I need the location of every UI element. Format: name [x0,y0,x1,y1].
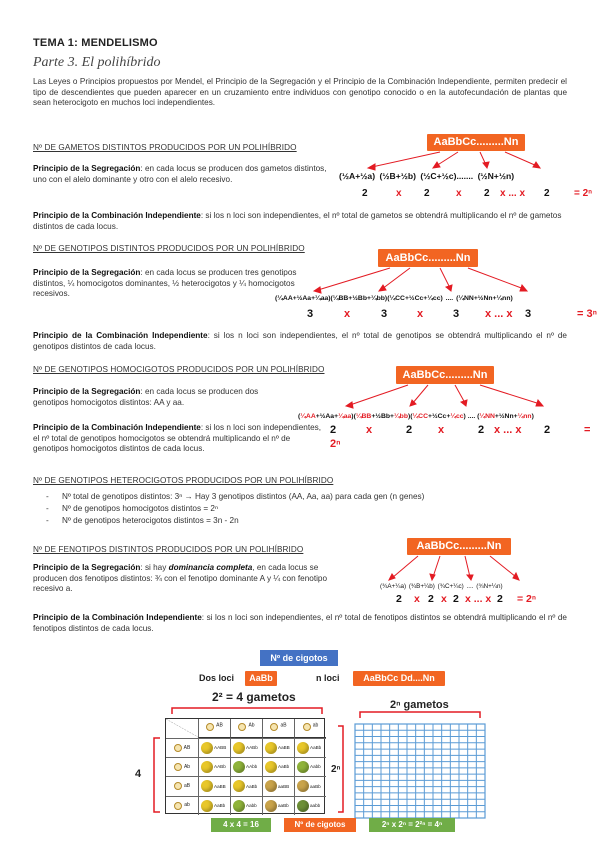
term: (¼AA+½Aa+¼aa) [275,295,331,302]
genotype-box-2: AaBbCc.........Nn [378,249,478,267]
gamete-label: aB [183,783,191,790]
factor: 2 [424,188,430,199]
s3-ind-label: Principio de la Combinación Independiente [33,423,201,432]
genotype-label: aabb [310,802,321,808]
factor: 2 [330,424,337,436]
sixteen-zygotes-box: 4 x 4 = 16 [211,818,271,832]
term-part: ¼CC [412,413,429,420]
term: (¼BB+½Bb+¼bb) [330,295,388,302]
term-part: ¼cc [450,413,464,420]
factor: 3 [525,308,532,320]
s5-ind-text: : si los n loci son independientes, el nº total de fenotipos distintos se obtendrá multiplicando el nº de fenotipos distintos de cada locus. [33,613,567,633]
section-gametes-heading: Nº DE GAMETOS DISTINTOS PRODUCIDOS POR UN POLIHÍBRIDO [33,143,297,152]
page-title: TEMA 1: MENDELISMO [33,37,158,49]
term: (¼NN+½Nn+¼nn) [456,295,513,302]
term-part: ) [351,413,354,420]
term-part: ¼NN [479,413,495,420]
times: x [441,593,447,605]
four-rows-label: 4 [135,768,142,780]
genotype-box-3: AaBbCc.........Nn [396,366,494,384]
n-loci-genotype: AaBbCc Dd....Nn [353,671,445,686]
gamete-label: Ab [183,764,191,771]
zygotes-title-box: Nº de cigotos [260,650,338,666]
s5-seg-label: Principio de la Segregación [33,563,141,572]
s1-seg-text: : en cada locus se producen dos gametos distintos, uno con el alelo dominante y otro con el alelo recesivo. [33,164,327,184]
s2-ind-label: Principio de la Combinación Independiente [33,331,208,340]
term: (¾N+¼n) [476,583,503,590]
s5-seg-text-a: : si hay [140,563,169,572]
factor: 2 [362,188,368,199]
times: x ... x [494,424,522,436]
s3-result: = 2ⁿ [330,424,591,451]
n-zygotes-box: Nº de cigotos [284,818,356,832]
four-power-n-box: 2ⁿ x 2ⁿ = 2²ⁿ = 4ⁿ [369,818,455,832]
times: x ... x [500,188,526,199]
term-part: +½Nn+ [494,413,518,420]
genotype-label: AaBB [278,745,290,751]
genotype-label: aaBB [278,783,290,789]
factor: 2 [478,424,485,436]
times: x [438,424,445,436]
genotype-label: AABb [214,764,226,770]
factor: 3 [307,308,314,320]
two-loci-label: Dos loci [199,673,235,683]
two-loci-genotype: AaBb [245,671,277,686]
factor: 2 [544,188,550,199]
factor: 2 [484,188,490,199]
s3-seg-label: Principio de la Segregación [33,387,141,396]
s2-seg-label: Principio de la Segregación [33,268,141,277]
term: (¼CC+½Cc+¼cc) .... [387,295,454,302]
times: x [344,308,351,320]
times: x [456,188,462,199]
factor: 2 [396,593,402,605]
factor: 2 [428,593,434,605]
s2-ind-text: : si los n loci son independientes, el nº total de genotipos se obtendrá multiplicando el nº de genotipos distintos de cada locus. [33,331,567,351]
genotype-label: AaBb [246,783,258,789]
term-part: ¼nn [517,413,532,420]
term: (½C+½c)....... [420,171,474,181]
term: (¾A+¼a) [380,583,407,590]
times: x [396,188,402,199]
page-subtitle: Parte 3. El polihíbrido [33,55,161,70]
s3-seg-text: : en cada locus se producen dos genotipos homocigotos distintos: AA y aa. [33,387,259,407]
section-heterozygotes-heading: Nº DE GENOTIPOS HETEROCIGOTOS PRODUCIDOS POR UN POLIHÍBRIDO [33,476,334,485]
times: x ... x [465,593,492,605]
genotype-label: Aabb [246,802,257,808]
term-part: ( [410,413,413,420]
term-part: +½Aa+ [315,413,339,420]
term-part: +½Bb+ [371,413,394,420]
genotype-label: aaBb [278,802,289,808]
factor: 3 [381,308,388,320]
term-part: +½Cc+ [428,413,451,420]
genotype-box-1: AaBbCc.........Nn [427,134,525,151]
list-item: - Nº de genotipos homocigotos distintos = 2ⁿ [42,503,562,515]
n-rows-label: 2ⁿ [331,764,341,775]
term-part: ¼BB [355,413,372,420]
genotype-label: AaBb [310,745,322,751]
n-loci-label: n loci [316,673,340,683]
list-item: - Nº total de genotipos distintos: 3ⁿ → Hay 3 genotipos distintos (AA, Aa, aa) para cada gen (n genes) [42,491,562,503]
term: (¾B+¼b) [408,583,435,590]
genotype-label: AaBb [278,764,290,770]
times: x [414,593,420,605]
four-gametes-label: 2² = 4 gametos [212,690,296,704]
term-part: ) [531,413,534,420]
gamete-label: ab [184,802,190,809]
gamete-label: aB [280,722,287,729]
section-homozygotes-heading: Nº DE GENOTIPOS HOMOCIGOTOS PRODUCIDOS POR UN POLIHÍBRIDO [33,365,325,374]
s1-result: = 2ⁿ [574,188,593,199]
genotype-label: AABB [214,745,227,751]
s5-result: = 2ⁿ [517,593,537,605]
term-part: ¼aa [338,413,352,420]
s5-seg-emphasis: dominancia completa [168,563,253,572]
s2-seg-text: : en cada locus se producen tres genotipos distintos, ¼ homocigotos dominantes, ½ heterocigotos y ¼ homocigotos recesivos. [33,268,297,299]
intro-paragraph: Las Leyes o Principios propuestos por Mendel, el Principio de la Segregación y el Principio de la Combinación Independiente, permiten predecir el tipo de descendientes que pueden aparecer en un cruzamiento entre individuos con genotipo conocido o en la autofecundación de plantas que sean heterocigoto en muchos loci independientes. [33,77,567,108]
times: x ... x [485,308,513,320]
genotype-label: Aabb [310,764,321,770]
genotype-label: AAbb [246,764,258,770]
gamete-label: AB [216,722,223,729]
factor: 2 [453,593,459,605]
genotype-label: AABb [246,745,258,751]
term-part: ¼bb [394,413,408,420]
term-part: ¼AA [300,413,316,420]
term: (½B+½b) [379,171,416,181]
gamete-label: ab [312,722,319,729]
genotype-box-4: AaBbCc.........Nn [407,538,511,555]
s1-ind-label: Principio de la Combinación Independiente [33,211,201,220]
term-part: ) [407,413,411,420]
term-part: ( [298,413,301,420]
s1-seg-label: Principio de la Segregación [33,164,141,173]
genotype-label: AaBb [214,802,226,808]
s2-result: = 3ⁿ [577,308,597,320]
factor: 3 [453,308,460,320]
genotype-label: AaBB [214,783,226,789]
factor: 2 [544,424,551,436]
genotype-label: aaBb [310,783,321,789]
term: (¾C+¼c) .... [437,583,474,590]
gamete-label: AB [183,744,191,751]
s5-seg-text-b: , en cada locus se producen dos fenotipos distintos: ¾ con el fenotipo dominante A y ¼ con fenotipo recesivo a. [33,563,328,594]
gamete-label: Ab [248,722,255,729]
factor: 2 [497,593,503,605]
term: (½A+½a) [339,171,376,181]
s5-ind-label: Principio de la Combinación Independiente [33,613,202,622]
s1-ind-text: : si los n loci son independientes, el nº total de gametos se obtendrá multiplicando el nº de gametos distintos de cada locus. [33,211,562,231]
n-gametes-label: 2ⁿ gametos [390,699,449,711]
term-part: ) .... [463,413,476,420]
section-phenotypes-heading: Nº DE FENOTIPOS DISTINTOS PRODUCIDOS POR UN POLIHÍBRIDO [33,545,304,554]
term-part: ( [353,413,356,420]
s3-ind-text: : si los n loci son independientes, el nº total de genotipos homocigotos se obtendrá multiplicando el nº de genotipos homocigotos distintos de cada locus. [33,423,322,454]
factor: 2 [406,424,413,436]
times: x [366,424,373,436]
list-item: - Nº de genotipos heterocigotos distintos = 3n - 2n [42,515,562,527]
term: (½N+½n) [477,171,515,181]
term-part: ( [477,413,480,420]
times: x [417,308,424,320]
section-genotypes-heading: Nº DE GENOTIPOS DISTINTOS PRODUCIDOS POR UN POLIHÍBRIDO [33,244,305,253]
